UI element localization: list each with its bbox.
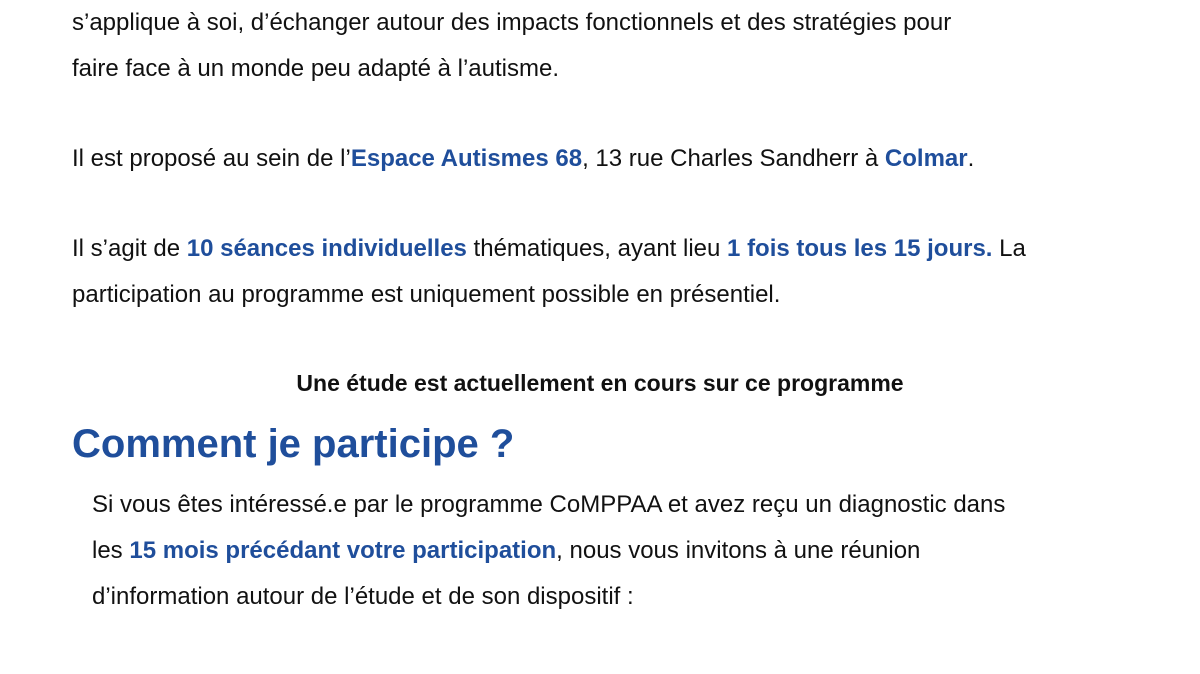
text-line — [92, 528, 1152, 574]
text-fragment: Il s’agit de — [72, 235, 187, 262]
text-line: participation au programme est uniquement possible en présentiel. — [72, 281, 781, 308]
city-highlight: Colmar — [884, 145, 968, 172]
text-fragment: thématiques, ayant lieu — [466, 235, 728, 262]
text-fragment: La — [992, 235, 1026, 262]
frequency-highlight: 1 fois tous les 15 jours. — [727, 235, 993, 262]
text-line: faire face à un monde peu adapté à l’autisme. — [72, 55, 559, 82]
text-fragment: , nous vous invitons à une réunion — [556, 537, 921, 564]
timeframe-highlight: 15 mois précédant votre participation — [129, 537, 557, 564]
text-line: d’information autour de l’étude et de son dispositif : — [92, 583, 634, 610]
text-fragment: , 13 rue Charles Sandherr à — [582, 145, 885, 172]
participation-paragraph — [92, 482, 1152, 620]
text-line: Si vous êtes intéressé.e par le programme CoMPPAA et avez reçu un diagnostic dans — [92, 491, 1006, 518]
place-highlight: Espace Autismes 68 — [350, 145, 583, 172]
section-heading: Comment je participe ? — [72, 422, 515, 466]
text-fragment: Il est proposé au sein de l’ — [72, 145, 351, 172]
text-fragment: . — [967, 145, 975, 172]
text-line — [72, 226, 1152, 272]
text-fragment: les — [92, 537, 130, 564]
study-notice: Une étude est actuellement en cours sur ce programme — [296, 370, 904, 396]
intro-paragraph-end — [72, 0, 1152, 92]
location-paragraph — [72, 136, 1152, 182]
text-line: s’applique à soi, d’échanger autour des impacts fonctionnels et des stratégies pour — [72, 9, 952, 36]
sessions-paragraph — [72, 226, 1152, 318]
sessions-highlight: 10 séances individuelles — [186, 235, 467, 262]
